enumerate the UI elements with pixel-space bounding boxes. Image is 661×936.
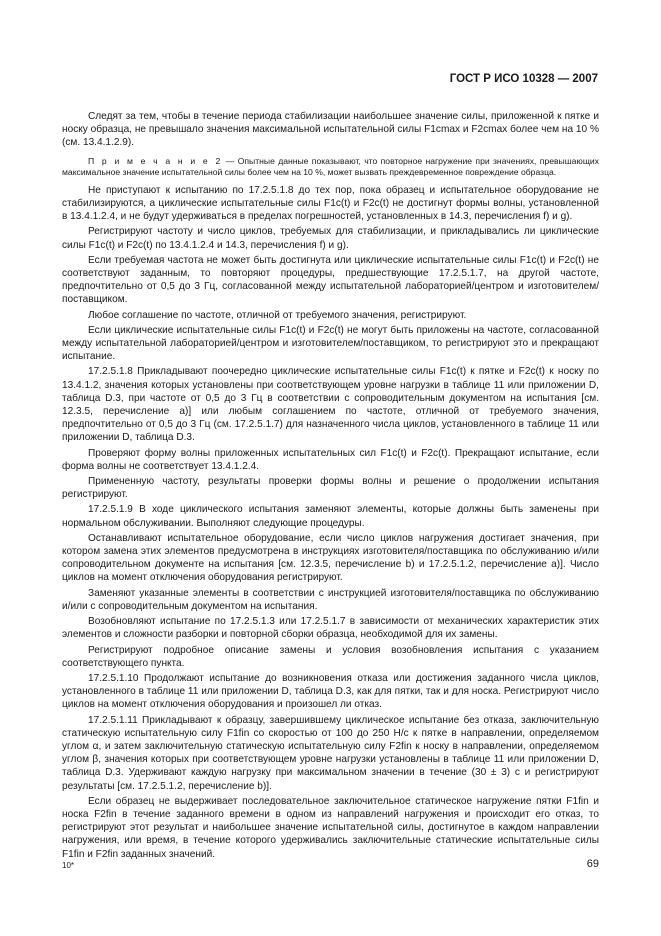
note-text: — Опытные данные показывают, что повторное нагружение при значениях, превышающих максимальное значение испытательной силы более чем на 10 %, может вызвать преждевременное повреждение образца. <box>62 155 599 178</box>
note-label: П р и м е ч а н и е 2 <box>88 155 223 166</box>
paragraph: Любое соглашение по частоте, отличной от требуемого значения, регистрируют. <box>88 309 467 321</box>
document-header: ГОСТ Р ИСО 10328 — 2007 <box>449 73 598 85</box>
paragraph: Регистрируют подробное описание замены и условия возобновления испытания с указанием соответствующего пункта. <box>62 644 599 669</box>
paragraph: 17.2.5.1.10 Продолжают испытание до возникновения отказа или достижения заданного числа циклов, установленного в таблице 11 или приложении D, таблица D.3, как для пятки, так и для носка. Регистрируют число циклов на момент отключения оборудования и произошел ли отказ. <box>62 672 599 711</box>
page-body <box>62 110 599 863</box>
paragraph: Если циклические испытательные силы F1c(t) и F2c(t) не могут быть приложены на частоте, согласованной между испытательной лабораторией/центром и изготовителем/поставщиком, то регистрируют это и прекращают испытание. <box>62 324 599 363</box>
paragraph: Останавливают испытательное оборудование, если число циклов нагружения достигает значения, при котором замена этих элементов предусмотрена в инструкциях изготовителя/поставщика по обслуживанию и/или сопроводительном документе на испытания [см. 12.3.5, перечисление b) и 17.2.5.1.2, перечисление a)]. Число циклов на момент отключения оборудования регистрируют. <box>62 532 599 584</box>
footer-mark: 10* <box>62 861 75 870</box>
page-number: 69 <box>586 858 599 870</box>
note-paragraph <box>62 156 599 179</box>
paragraph: Примененную частоту, результаты проверки формы волны и решение о продолжении испытания регистрируют. <box>62 476 599 501</box>
paragraph: 17.2.5.1.9 В ходе циклического испытания заменяют элементы, которые должны быть заменены при нормальном обслуживании. Выполняют следующие процедуры. <box>62 504 599 529</box>
paragraph: Регистрируют частоту и число циклов, требуемых для стабилизации, и прикладывались ли циклические силы F1c(t) и F2c(t) по 13.4.1.2.4 и 14.3, перечисления f) и g). <box>62 226 599 251</box>
paragraph: Заменяют указанные элементы в соответствии с инструкцией изготовителя/поставщика по обслуживанию и/или с сопроводительным документом на испытания. <box>62 587 599 612</box>
paragraph: Проверяют форму волны приложенных испытательных сил F1c(t) и F2c(t). Прекращают испытание, если форма волны не соответствует 13.4.1.2.4. <box>62 447 599 472</box>
paragraph: 17.2.5.1.11 Прикладывают к образцу, завершившему циклическое испытание без отказа, заключительную статическую испытательную силу F1fin со скоростью от 100 до 250 Н/с к пятке в направлении, определяемом углом α, и затем заключительную статическую испытательную силу F2fin к носку в направлении, определяемом углом β, значения которых при соответствующем уровне нагрузки установлены в таблице 11 или приложении D, таблица D.3. Удерживают каждую нагрузку при максимальном значении в течение (30 ± 3) с и регистрируют результаты [см. 17.2.5.1.2, перечисление b)]. <box>62 714 599 792</box>
paragraph: Не приступают к испытанию по 17.2.5.1.8 до тех пор, пока образец и испытательное оборудование не стабилизируются, а циклические испытательные силы F1c(t) и F2c(t) не достигнут формы волны, установленной в 13.4.1.2.4, и не будут удерживаться в пределах погрешностей, установленных в 14.3, перечисления f) и g). <box>62 184 599 223</box>
paragraph: Если требуемая частота не может быть достигнута или циклические испытательные силы F1c(t) и F2c(t) не соответствуют заданным, то повторяют процедуры, предшествующие 17.2.5.1.7, на другой частоте, предпочтительно от 0,5 до 3 Гц, согласованной между испытательной лабораторией/центром и изготовителем/поставщиком. <box>62 254 599 306</box>
paragraph: 17.2.5.1.8 Прикладывают поочередно циклические испытательные силы F1c(t) к пятке и F2c(t) к носку по 13.4.1.2, значения которых установлены при соответствующем уровне нагрузки в таблице 11 или приложении D, таблица D.3, при частоте от 0,5 до 3 Гц в соответствии с сопроводительным документом на испытания [см. 12.3.5, перечисление a)] или любым соглашением по частоте, отличной от требуемого значения, предпочтительно от 0,5 до 3 Гц (см. 17.2.5.1.7) для назначенного числа циклов, установленного в таблице 11 или приложении D, таблица D.3. <box>62 366 599 444</box>
paragraph: Следят за тем, чтобы в течение периода стабилизации наибольшее значение силы, приложенной к пятке и носку образца, не превышало значения максимальной испытательной силы F1cmax и F2cmax более чем на 10 % (см. 13.4.1.2.9). <box>62 111 599 149</box>
paragraph: Если образец не выдерживает последовательное заключительное статическое нагружение пятки F1fin и носка F2fin в течение заданного времени в одном из направлений нагружения и происходит его отказ, то регистрируют этот результат и наибольшее значение испытательной силы, достигнутое в каждом направлении нагружения, или время, в течение которого удерживались заключительные статические испытательные силы F1fin и F2fin заданных значений. <box>62 795 599 860</box>
paragraph: Возобновляют испытание по 17.2.5.1.3 или 17.2.5.1.7 в зависимости от механических характеристик этих элементов и сложности разборки и повторной сборки образца, необходимой для их замены. <box>62 616 599 641</box>
